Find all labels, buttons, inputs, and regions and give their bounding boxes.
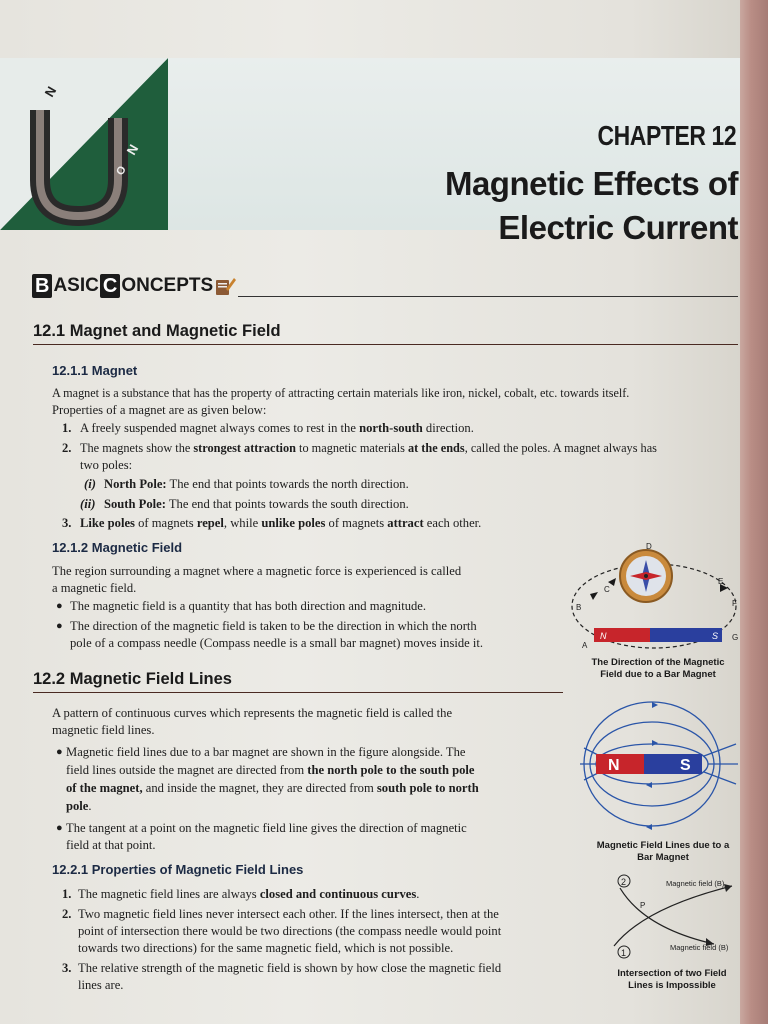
basic-concepts-heading — [32, 274, 236, 298]
svg-text:N: N — [123, 141, 142, 158]
magnet-n-label: N — [600, 631, 607, 641]
chapter-title — [445, 162, 738, 250]
property-no-intersect-line3: towards two directions) for the same magnetic field, which is not possible. — [78, 941, 454, 955]
field-lines-bullet-1-line3: of the magnet, and inside the magnet, they are directed from south pole to north — [66, 781, 479, 795]
figure-2-caption-line2: Bar Magnet — [637, 852, 689, 863]
list-number: 2. — [62, 441, 72, 455]
list-number: 2. — [62, 907, 72, 921]
section-12-2-title: 12.2 Magnetic Field Lines — [33, 670, 232, 688]
list-number: 3. — [62, 516, 72, 530]
list-number: 1. — [62, 887, 72, 901]
page-edge — [740, 0, 768, 1024]
magnet-s-label: S — [680, 757, 691, 774]
bullet-icon: ● — [56, 746, 63, 758]
subsection-12-2-1-title: 12.2.1 Properties of Magnetic Field Lines — [52, 862, 304, 877]
curve-1-label: 1 — [621, 948, 627, 958]
section-12-2-rule — [33, 692, 563, 693]
field-definition-line1: The region surrounding a magnet where a magnetic force is experienced is called — [52, 564, 462, 578]
basic-concepts-initial-c: C — [100, 274, 120, 298]
property-2-line2: two poles: — [80, 458, 133, 472]
field-lines-bullet-2-line1: The tangent at a point on the magnetic field line gives the direction of magnetic — [66, 821, 467, 835]
basic-concepts-rule — [238, 296, 738, 297]
chapter-label: CHAPTER 12 — [597, 120, 736, 151]
property-closed-curves: The magnetic field lines are always closed and continuous curves. — [78, 887, 420, 901]
magnet-definition: A magnet is a substance that has the property of attracting certain materials like iron, nickel, cobalt, etc. towards itself. — [52, 386, 630, 400]
property-no-intersect-line2: point of intersection there would be two directions (the compass needle would point — [78, 924, 502, 938]
subsection-12-1-2-title: 12.1.2 Magnetic Field — [52, 540, 183, 555]
point-d-label: D — [646, 542, 652, 551]
figure-1-caption — [578, 657, 738, 681]
field-bullet-2-line1: The direction of the magnetic field is taken to be the direction in which the north — [70, 619, 477, 633]
point-b-label: B — [576, 603, 582, 612]
point-g-label: G — [732, 633, 739, 642]
point-e-label: E — [718, 577, 724, 586]
figure-3-caption-line2: Lines is Impossible — [628, 980, 716, 991]
property-3: Like poles of magnets repel, while unlike poles of magnets attract each other. — [80, 516, 482, 530]
chapter-header — [0, 58, 740, 246]
property-strength-line1: The relative strength of the magnetic field is shown by how close the magnetic field — [78, 961, 502, 975]
svg-text:O: O — [114, 164, 129, 178]
field-lines-bullet-1-line4: pole. — [66, 799, 92, 813]
chapter-title-line2: Electric Current — [498, 209, 738, 246]
list-number: 3. — [62, 961, 72, 975]
point-c-label: C — [604, 585, 610, 594]
bullet-icon: ● — [56, 600, 63, 612]
bar-magnet-field-lines-diagram — [580, 700, 740, 838]
magnet-properties-intro: Properties of a magnet are as given below: — [52, 403, 267, 417]
intersecting-field-lines-diagram — [604, 868, 740, 966]
sub-list-number: (ii) — [80, 497, 96, 511]
chapter-title-line1: Magnetic Effects of — [444, 165, 738, 202]
figure-1-caption-line1: The Direction of the Magnetic — [591, 657, 725, 668]
point-f-label: F — [732, 599, 737, 608]
south-pole-item: South Pole: The end that points towards the south direction. — [104, 497, 409, 511]
figure-2-caption-line1: Magnetic Field Lines due to a — [596, 840, 730, 851]
field-b-bottom-label: Magnetic field (B) — [670, 943, 729, 952]
magnet-s-label: S — [712, 631, 719, 641]
section-12-1-rule — [33, 344, 738, 345]
point-a-label: A — [582, 641, 588, 650]
magnet-n-label: N — [608, 757, 620, 774]
field-b-top-label: Magnetic field (B) — [666, 879, 725, 888]
point-p-label: P — [640, 901, 646, 910]
curve-2-label: 2 — [621, 877, 627, 887]
field-bullet-1: The magnetic field is a quantity that has both direction and magnitude. — [70, 599, 427, 613]
field-lines-bullet-1-line2: field lines outside the magnet are directed from the north pole to the south pole — [66, 763, 475, 777]
figure-3-caption-line1: Intersection of two Field — [617, 968, 727, 979]
list-number: 1. — [62, 421, 72, 435]
bullet-icon: ● — [56, 620, 63, 632]
field-lines-bullet-1-line1: Magnetic field lines due to a bar magnet are shown in the figure alongside. The — [66, 745, 466, 759]
field-lines-bullet-2-line2: field at that point. — [66, 838, 156, 852]
magnet-logo-icon — [0, 58, 168, 230]
field-definition-line2: a magnetic field. — [52, 581, 137, 595]
bullet-icon: ● — [56, 822, 63, 834]
compass-field-diagram — [560, 540, 740, 656]
figure-1-caption-line2: Field due to a Bar Magnet — [600, 669, 716, 680]
property-no-intersect-line1: Two magnetic field lines never intersect each other. If the lines intersect, then at the — [78, 907, 499, 921]
property-strength-line2: lines are. — [78, 978, 124, 992]
field-lines-definition-line1: A pattern of continuous curves which represents the magnetic field is called the — [52, 706, 453, 720]
field-lines-definition-line2: magnetic field lines. — [52, 723, 155, 737]
svg-text:N: N — [41, 83, 60, 100]
sub-list-number: (i) — [84, 477, 96, 491]
basic-concepts-word1: ASIC — [53, 275, 99, 296]
pencil-note-icon — [214, 275, 236, 297]
north-pole-item: North Pole: The end that points towards the north direction. — [104, 477, 409, 491]
figure-3-caption — [604, 968, 740, 992]
figure-2-caption — [586, 840, 740, 864]
property-2: The magnets show the strongest attraction to magnetic materials at the ends, called the poles. A magnet always has — [80, 441, 657, 455]
section-12-1-title: 12.1 Magnet and Magnetic Field — [33, 322, 281, 340]
subsection-12-1-1-title: 12.1.1 Magnet — [52, 363, 138, 378]
field-bullet-2-line2: pole of a compass needle (Compass needle is a small bar magnet) moves inside it. — [70, 636, 484, 650]
basic-concepts-initial-b: B — [32, 274, 52, 298]
basic-concepts-word2: ONCEPTS — [121, 275, 214, 296]
property-1: A freely suspended magnet always comes to rest in the north-south direction. — [80, 421, 474, 435]
